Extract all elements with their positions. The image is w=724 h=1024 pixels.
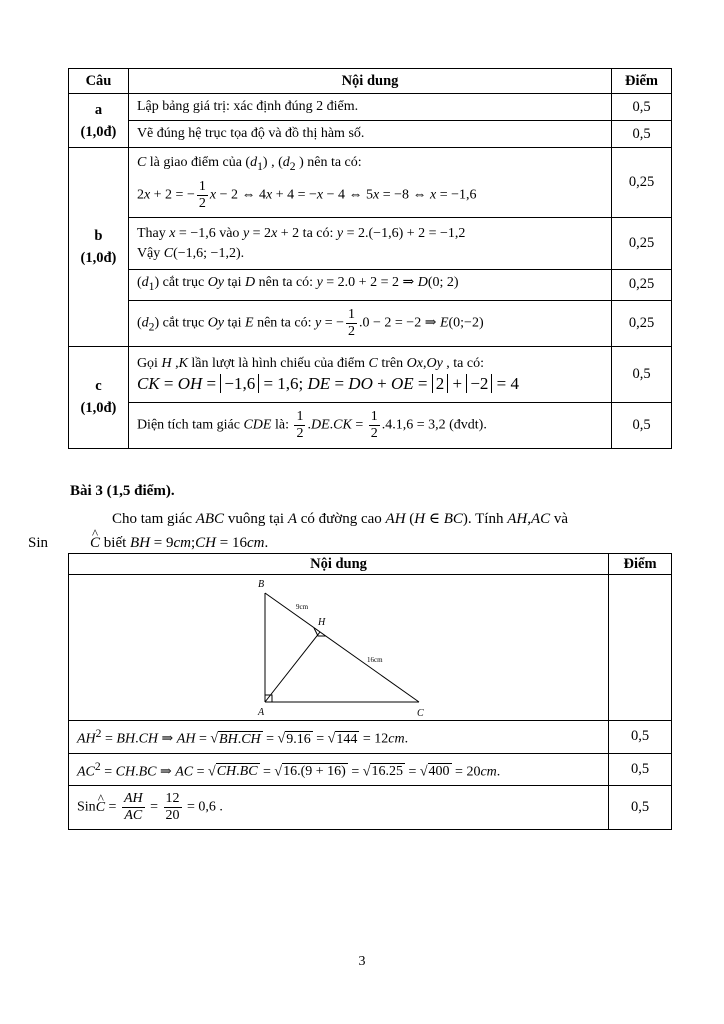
- b-row-2-points: 0,25: [612, 218, 672, 270]
- label-H: H: [318, 617, 326, 628]
- header-content: Nội dung: [128, 69, 611, 94]
- header-points: Điểm: [612, 69, 672, 94]
- cau-a: a (1,0đ): [69, 94, 129, 148]
- label-C: C: [417, 708, 424, 719]
- figure-cell: [69, 575, 609, 721]
- b-row-1: C là giao điểm của $(d_1)$ , ($d_2$ ) nên ta có: 2x + 2 = − $\frac{1}{2}$ x − 2 ⇔ 4x + 4 = −x − 4 ⇔ 5x = −8 ⇔ x = −1,6: [128, 148, 611, 218]
- c-row-2-points: 0,5: [612, 402, 672, 448]
- t2-row-1-points: 0,5: [609, 721, 672, 754]
- t2-header-content: Nội dung: [69, 554, 609, 575]
- label-B: B: [258, 579, 265, 590]
- t2-row-3: Sin^ C = $\frac{AH}{AC}$ = $\frac{12}{20}$ = 0,6 .: [69, 786, 609, 830]
- a-row-1: Lập bảng giá trị: xác định đúng 2 điểm.: [128, 94, 611, 121]
- c-row-1-points: 0,5: [612, 346, 672, 402]
- grading-table-1: [68, 68, 672, 449]
- b-row-2: Thay x = −1,6 vào y = 2x + 2 ta có: y = 2.(−1,6) + 2 = −1,2 Vậy C(−1,6; −1,2).: [128, 218, 611, 270]
- problem-statement: Cho tam giác ABC vuông tại A có đường cao AH (H ∈ BC). Tính AH,AC và Sin^ C biết BH = 9cm;CH = 16cm.: [70, 507, 674, 555]
- t2-header-points: Điểm: [609, 554, 672, 575]
- a-row-1-points: 0,5: [612, 94, 672, 121]
- page-number: 3: [358, 954, 366, 969]
- t2-row-1: $AH^2 = BH.CH$ ⇒ AH = √BH.CH = √9.16 = √144 = 12cm.: [69, 721, 609, 754]
- b-row-3-points: 0,25: [612, 270, 672, 301]
- label-bh: 9cm: [296, 603, 309, 611]
- cau-c: c (1,0đ): [69, 346, 129, 448]
- t2-row-2-points: 0,5: [609, 753, 672, 786]
- cau-b: b (1,0đ): [69, 148, 129, 347]
- b-row-4: $(d_2)$ cắt trục Oy tại E nên ta có: y = − $\frac{1}{2}$ .0 − 2 = −2 ⇒ E(0;−2): [128, 300, 611, 346]
- b-row-4-points: 0,25: [612, 300, 672, 346]
- header-cau: Câu: [69, 69, 129, 94]
- c-row-1: Gọi H ,K lần lượt là hình chiếu của điểm C trên Ox,Oy , ta có: CK = OH = −1,6 = 1,6; DE = DO + OE = 2 + −2 = 4: [128, 346, 611, 402]
- section-title-bai3: Bài 3 (1,5 điểm).: [70, 483, 175, 499]
- b-row-1-points: 0,25: [612, 148, 672, 218]
- figure-points-cell: [609, 575, 672, 721]
- c-row-2: Diện tích tam giác CDE là: $\frac{1}{2}$ .DE.CK = $\frac{1}{2}$ .4.1,6 = 3,2 (đvdt).: [128, 402, 611, 448]
- b-row-3: $(d_1)$ cắt trục Oy tại D nên ta có: y = 2.0 + 2 = 2 ⇒ D(0; 2): [128, 270, 611, 301]
- t2-row-3-points: 0,5: [609, 786, 672, 830]
- triangle-figure: [69, 575, 610, 720]
- label-hc: 16cm: [367, 656, 383, 664]
- label-A: A: [258, 707, 265, 718]
- grading-table-2: [68, 553, 672, 830]
- t2-row-2: $AC^2 = CH.BC$ ⇒ AC = √CH.BC = √16.(9 + 16) = √16.25 = √400 = 20cm.: [69, 753, 609, 786]
- a-row-2-points: 0,5: [612, 121, 672, 148]
- a-row-2: Vẽ đúng hệ trục tọa độ và đồ thị hàm số.: [128, 121, 611, 148]
